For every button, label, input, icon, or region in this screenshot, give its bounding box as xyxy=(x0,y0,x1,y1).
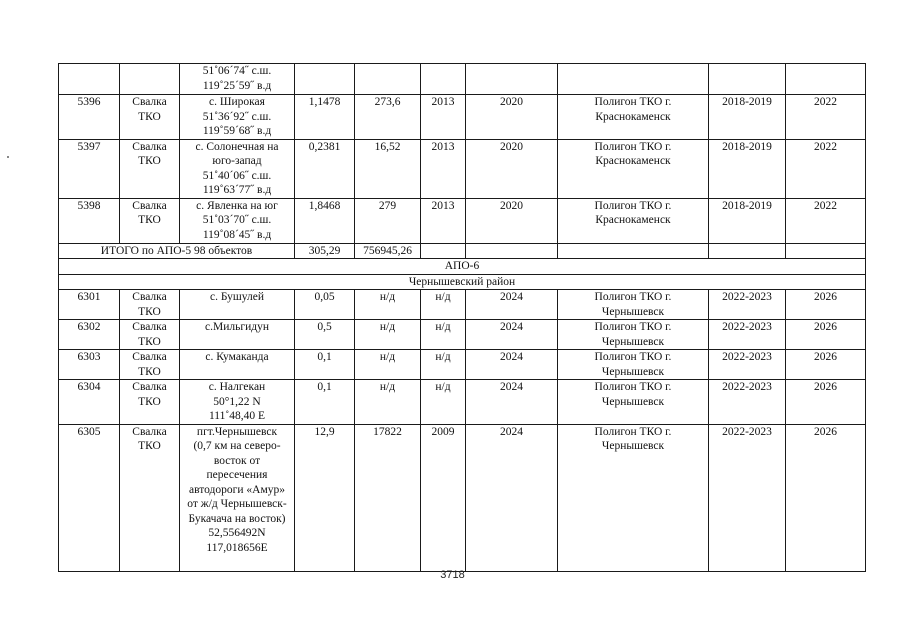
empty-cell xyxy=(558,64,709,95)
year-cell: н/д xyxy=(421,320,466,350)
area-cell: 0,05 xyxy=(295,290,355,320)
table-row xyxy=(59,95,866,140)
object-number-cell xyxy=(59,64,120,95)
table-row-continuation xyxy=(59,64,866,95)
object-type-cell-line: Свалка xyxy=(132,199,167,212)
closure-year-cell: 2024 xyxy=(466,380,558,425)
destination-cell-line: Полигон ТКО г. xyxy=(594,291,672,303)
destination-cell xyxy=(558,320,709,350)
table-row xyxy=(59,424,866,571)
area-cell: 0,1 xyxy=(295,380,355,425)
location-cell xyxy=(180,380,295,425)
destination-cell xyxy=(558,95,709,140)
period-cell: 2022-2023 xyxy=(709,350,786,380)
object-type-cell-line: Свалка xyxy=(132,381,167,393)
volume-cell: н/д xyxy=(355,320,421,350)
empty-cell xyxy=(558,243,709,259)
year-cell: 2013 xyxy=(421,139,466,198)
district-title: Чернышевский район xyxy=(59,274,866,290)
destination-cell xyxy=(558,139,709,198)
section-title: АПО-6 xyxy=(59,259,866,275)
total-row xyxy=(59,243,866,259)
completion-year-cell: 2026 xyxy=(786,290,866,320)
object-number-cell: 5397 xyxy=(59,139,120,198)
destination-cell-line: Краснокаменск xyxy=(595,214,671,226)
period-cell: 2018-2019 xyxy=(709,139,786,198)
object-type-cell-line: Свалка xyxy=(132,140,167,153)
period-cell: 2018-2019 xyxy=(709,198,786,243)
object-number-cell: 6303 xyxy=(59,350,120,380)
location-cell-line: 111˚48,40 E xyxy=(208,410,265,422)
location-cell-line: пересечения xyxy=(206,469,268,481)
object-number-cell: 5398 xyxy=(59,198,120,243)
table-row xyxy=(59,350,866,380)
destination-cell-line: Полигон ТКО г. xyxy=(594,321,672,333)
destination-cell-line: Чернышевск xyxy=(601,305,665,318)
destination-cell xyxy=(558,424,709,571)
empty-cell xyxy=(421,64,466,95)
location-cell-line: с. Кумаканда xyxy=(205,351,269,363)
period-cell: 2022-2023 xyxy=(709,290,786,320)
object-type-cell xyxy=(120,64,180,95)
table-row xyxy=(59,198,866,243)
empty-cell xyxy=(421,243,466,259)
location-cell xyxy=(180,95,295,140)
location-cell-line: от ж/д Чернышевск- xyxy=(187,498,287,510)
completion-year-cell: 2026 xyxy=(786,350,866,380)
destination-cell-line: Полигон ТКО г. xyxy=(594,199,672,212)
location-cell-line: 51˚36´92˝ с.ш. xyxy=(202,110,272,123)
year-cell: 2013 xyxy=(421,95,466,140)
object-type-cell-line: ТКО xyxy=(138,214,161,226)
location-cell-line: с. Солонечная на xyxy=(195,140,279,153)
year-cell: 2013 xyxy=(421,198,466,243)
destination-cell xyxy=(558,350,709,380)
destination-cell-line: Краснокаменск xyxy=(595,155,671,167)
closure-year-cell: 2020 xyxy=(466,139,558,198)
location-cell xyxy=(180,290,295,320)
total-label-cell: ИТОГО по АПО-5 98 объектов xyxy=(59,243,295,259)
completion-year-cell: 2026 xyxy=(786,380,866,425)
object-type-cell-line: ТКО xyxy=(138,335,161,348)
total-area-cell: 305,29 xyxy=(295,243,355,259)
table-row xyxy=(59,290,866,320)
object-type-cell xyxy=(120,320,180,350)
location-cell-line: с. Явленка на юг xyxy=(196,199,278,212)
table-body xyxy=(59,64,866,572)
empty-cell xyxy=(786,64,866,95)
location-cell-line: юго-запад xyxy=(212,155,262,167)
destination-cell-line: Чернышевск xyxy=(601,365,665,378)
area-cell: 12,9 xyxy=(295,424,355,571)
location-cell-line: с. Бушулей xyxy=(209,291,265,303)
completion-year-cell: 2022 xyxy=(786,198,866,243)
object-type-cell xyxy=(120,139,180,198)
object-type-cell-line: Свалка xyxy=(132,96,167,108)
object-type-cell-line: Свалка xyxy=(132,425,167,438)
landfill-register-table xyxy=(58,63,866,572)
destination-cell xyxy=(558,380,709,425)
section-title-row xyxy=(59,259,866,275)
location-cell-line: 51˚03´70˝ с.ш. xyxy=(202,214,272,226)
object-type-cell xyxy=(120,290,180,320)
year-cell: 2009 xyxy=(421,424,466,571)
object-number-cell: 6302 xyxy=(59,320,120,350)
year-cell: н/д xyxy=(421,290,466,320)
period-cell: 2022-2023 xyxy=(709,424,786,571)
object-type-cell-line: Свалка xyxy=(132,351,167,363)
volume-cell: н/д xyxy=(355,350,421,380)
scan-speck xyxy=(7,156,9,158)
object-type-cell-line: ТКО xyxy=(138,305,161,318)
location-cell-line: с.Мильгидун xyxy=(205,321,269,333)
location-cell-line: с. Широкая xyxy=(209,96,265,108)
volume-cell: 279 xyxy=(355,198,421,243)
destination-cell-line: Чернышевск xyxy=(601,335,665,348)
object-type-cell-line: ТКО xyxy=(138,395,161,408)
completion-year-cell: 2022 xyxy=(786,139,866,198)
location-cell-line: 119˚63´77˝ в.д xyxy=(202,184,272,196)
volume-cell: 16,52 xyxy=(355,139,421,198)
object-type-cell-line: Свалка xyxy=(132,291,167,303)
object-type-cell xyxy=(120,380,180,425)
location-cell xyxy=(180,64,295,95)
object-type-cell xyxy=(120,198,180,243)
destination-cell-line: Полигон ТКО г. xyxy=(594,351,672,363)
location-cell-line: 119˚08´45˝ в.д xyxy=(202,228,272,241)
location-cell-line: с. Налгекан xyxy=(208,381,266,393)
location-cell xyxy=(180,350,295,380)
location-cell-line: 50°1,22 N xyxy=(213,395,261,408)
location-cell-line: автодороги «Амур» xyxy=(189,483,285,496)
empty-cell xyxy=(709,243,786,259)
empty-cell xyxy=(295,64,355,95)
table-row xyxy=(59,320,866,350)
volume-cell: 17822 xyxy=(355,424,421,571)
destination-cell-line: Полигон ТКО г. xyxy=(594,381,672,393)
period-cell: 2018-2019 xyxy=(709,95,786,140)
completion-year-cell: 2026 xyxy=(786,424,866,571)
closure-year-cell: 2024 xyxy=(466,290,558,320)
area-cell: 1,8468 xyxy=(295,198,355,243)
object-number-cell: 6301 xyxy=(59,290,120,320)
destination-cell-line: Полигон ТКО г. xyxy=(594,425,672,438)
empty-cell xyxy=(709,64,786,95)
destination-cell xyxy=(558,290,709,320)
location-cell-line: 51˚06´74˝ с.ш. xyxy=(202,65,272,77)
closure-year-cell: 2024 xyxy=(466,320,558,350)
destination-cell-line: Краснокаменск xyxy=(595,110,671,123)
area-cell: 1,1478 xyxy=(295,95,355,140)
object-number-cell: 6305 xyxy=(59,424,120,571)
area-cell: 0,2381 xyxy=(295,139,355,198)
location-cell-line: (0,7 км на северо- xyxy=(193,440,281,452)
table-row xyxy=(59,380,866,425)
object-type-cell xyxy=(120,424,180,571)
area-cell: 0,5 xyxy=(295,320,355,350)
object-type-cell-line: Свалка xyxy=(132,321,167,333)
closure-year-cell: 2024 xyxy=(466,350,558,380)
location-cell-line: 117,018656E xyxy=(206,541,268,554)
location-cell-line: восток от xyxy=(213,454,261,467)
volume-cell: н/д xyxy=(355,290,421,320)
location-cell-line: 51˚40´06˝ с.ш. xyxy=(202,169,272,182)
object-type-cell-line: ТКО xyxy=(138,440,161,452)
destination-cell-line: Полигон ТКО г. xyxy=(594,140,672,153)
volume-cell: н/д xyxy=(355,380,421,425)
page-number: 3718 xyxy=(440,569,465,581)
object-type-cell-line: ТКО xyxy=(138,155,161,167)
location-cell-line: 119˚59´68˝ в.д xyxy=(202,125,272,137)
location-cell-line: 119˚25´59˝ в.д xyxy=(202,79,272,92)
object-type-cell-line: ТКО xyxy=(138,110,161,123)
location-cell-line: Букачача на восток) xyxy=(188,512,286,525)
destination-cell-line: Чернышевск xyxy=(601,440,665,452)
object-type-cell-line: ТКО xyxy=(138,365,161,378)
area-cell: 0,1 xyxy=(295,350,355,380)
completion-year-cell: 2026 xyxy=(786,320,866,350)
period-cell: 2022-2023 xyxy=(709,380,786,425)
object-type-cell xyxy=(120,350,180,380)
object-number-cell: 5396 xyxy=(59,95,120,140)
location-cell-line: 52,556492N xyxy=(208,527,266,539)
empty-cell xyxy=(466,64,558,95)
closure-year-cell: 2020 xyxy=(466,95,558,140)
closure-year-cell: 2020 xyxy=(466,198,558,243)
object-type-cell xyxy=(120,95,180,140)
year-cell: н/д xyxy=(421,380,466,425)
destination-cell-line: Чернышевск xyxy=(601,395,665,408)
completion-year-cell: 2022 xyxy=(786,95,866,140)
period-cell: 2022-2023 xyxy=(709,320,786,350)
empty-cell xyxy=(466,243,558,259)
table-row xyxy=(59,139,866,198)
location-cell-line: пгт.Чернышевск xyxy=(196,425,278,438)
closure-year-cell: 2024 xyxy=(466,424,558,571)
destination-cell-line: Полигон ТКО г. xyxy=(594,96,672,108)
location-cell xyxy=(180,198,295,243)
year-cell: н/д xyxy=(421,350,466,380)
empty-cell xyxy=(786,243,866,259)
district-row xyxy=(59,274,866,290)
destination-cell xyxy=(558,198,709,243)
total-volume-cell: 756945,26 xyxy=(355,243,421,259)
location-cell xyxy=(180,320,295,350)
empty-cell xyxy=(355,64,421,95)
object-number-cell: 6304 xyxy=(59,380,120,425)
location-cell xyxy=(180,139,295,198)
volume-cell: 273,6 xyxy=(355,95,421,140)
location-cell xyxy=(180,424,295,571)
